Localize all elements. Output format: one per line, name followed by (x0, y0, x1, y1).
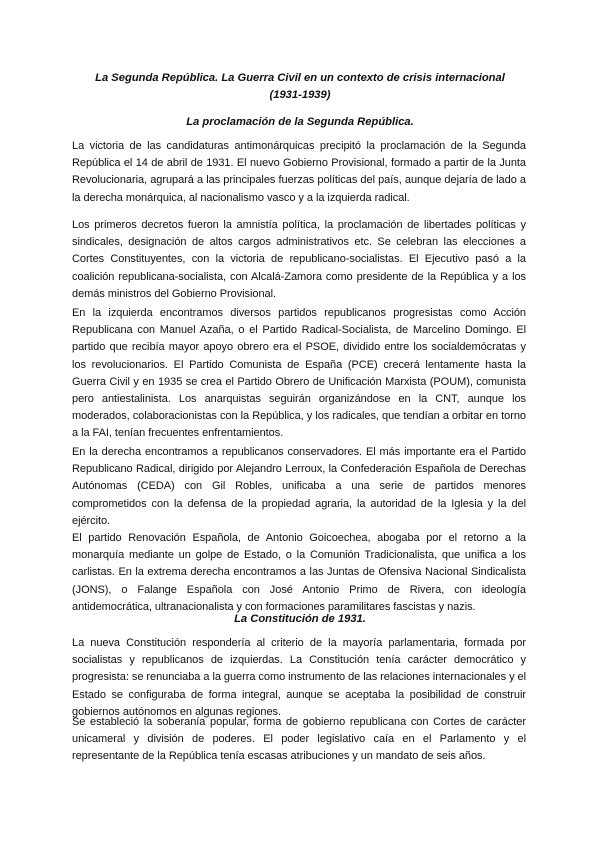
document-title-line1: La Segunda República. La Guerra Civil en un contexto de crisis internacional (95, 72, 505, 84)
paragraph: Los primeros decretos fueron la amnistía política, la proclamación de libertades políticas y sindicales, designación de altos cargos administrativos etc. Se celebran las elecciones a Cortes Constituyentes, con la victoria de republicano-socialistas. El Ejecutivo pasó a la coalición republicana-socialista, con Alcalá-Zamora como presidente de la República y a los demás ministros del Gobierno Provisional. (72, 219, 526, 300)
paragraph: La nueva Constitución respondería al criterio de la mayoría parlamentaria, formada por socialistas y republicanos de izquierdas. La Constitución tenía carácter democrático y progresista: se renunciaba a la guerra como instrumento de las relaciones internacionales y el Estado se configuraba de forma integral, aunque se aceptaba la posibilidad de construir gobiernos autónomos en algunas regiones. (72, 637, 526, 718)
document-title (60, 70, 540, 104)
paragraph: El partido Renovación Española, de Antonio Goicoechea, abogaba por el retorno a la monarquía mediante un golpe de Estado, o la Comunión Tradicionalista, que unifica a los carlistas. En la extrema derecha encontramos a las Juntas de Ofensiva Nacional Sindicalista (JONS), o Falange Española con José Antonio Primo de Rivera, con ideología antidemocrática, ultranacionalista y con formaciones paramilitares fascistas y nazis. (72, 532, 526, 613)
document-title-line2: (1931-1939) (269, 89, 331, 101)
section-heading-proclamation: La proclamación de la Segunda República. (186, 116, 414, 128)
paragraph: La victoria de las candidaturas antimonárquicas precipitó la proclamación de la Segunda República el 14 de abril de 1931. El nuevo Gobierno Provisional, formado a partir de la Junta Revolucionaria, agrupará a las principales fuerzas políticas del país, aunque dejaría de lado a la derecha monárquica, al nacionalismo vasco y a la izquierda radical. (72, 140, 526, 204)
section-heading-constitution: La Constitución de 1931. (234, 613, 366, 625)
paragraph: En la izquierda encontramos diversos partidos republicanos progresistas como Acción Republicana con Manuel Azaña, o el Partido Radical-Socialista, de Marcelino Domingo. El partido que recibía mayor apoyo obrero era el PSOE, dividido entre los socialdemócratas y los revolucionarios. El Partido Comunista de España (PCE) crecerá lentamente hasta la Guerra Civil y en 1935 se crea el Partido Obrero de Unificación Marxista (POUM), comunista pero antiestalinista. Los anarquistas seguirán organizándose en la CNT, aunque los moderados, colaboracionistas con la República, y los radicales, que tendían a orbitar en torno a la FAI, tenían frecuentes enfrentamientos. (72, 307, 526, 440)
paragraph: En la derecha encontramos a republicanos conservadores. El más importante era el Partido Republicano Radical, dirigido por Alejandro Lerroux, la Confederación Española de Derechas Autónomas (CEDA) con Gil Robles, unificaba a una serie de partidos menores comprometidos con la defensa de la propiedad agraria, la autoridad de la Iglesia y la del ejército. (72, 446, 526, 527)
paragraph: Se estableció la soberanía popular, forma de gobierno republicana con Cortes de carácter unicameral y división de poderes. El poder legislativo caía en el Parlamento y el representante de la República tenía escasas atribuciones y un mandato de seis años. (72, 716, 526, 763)
